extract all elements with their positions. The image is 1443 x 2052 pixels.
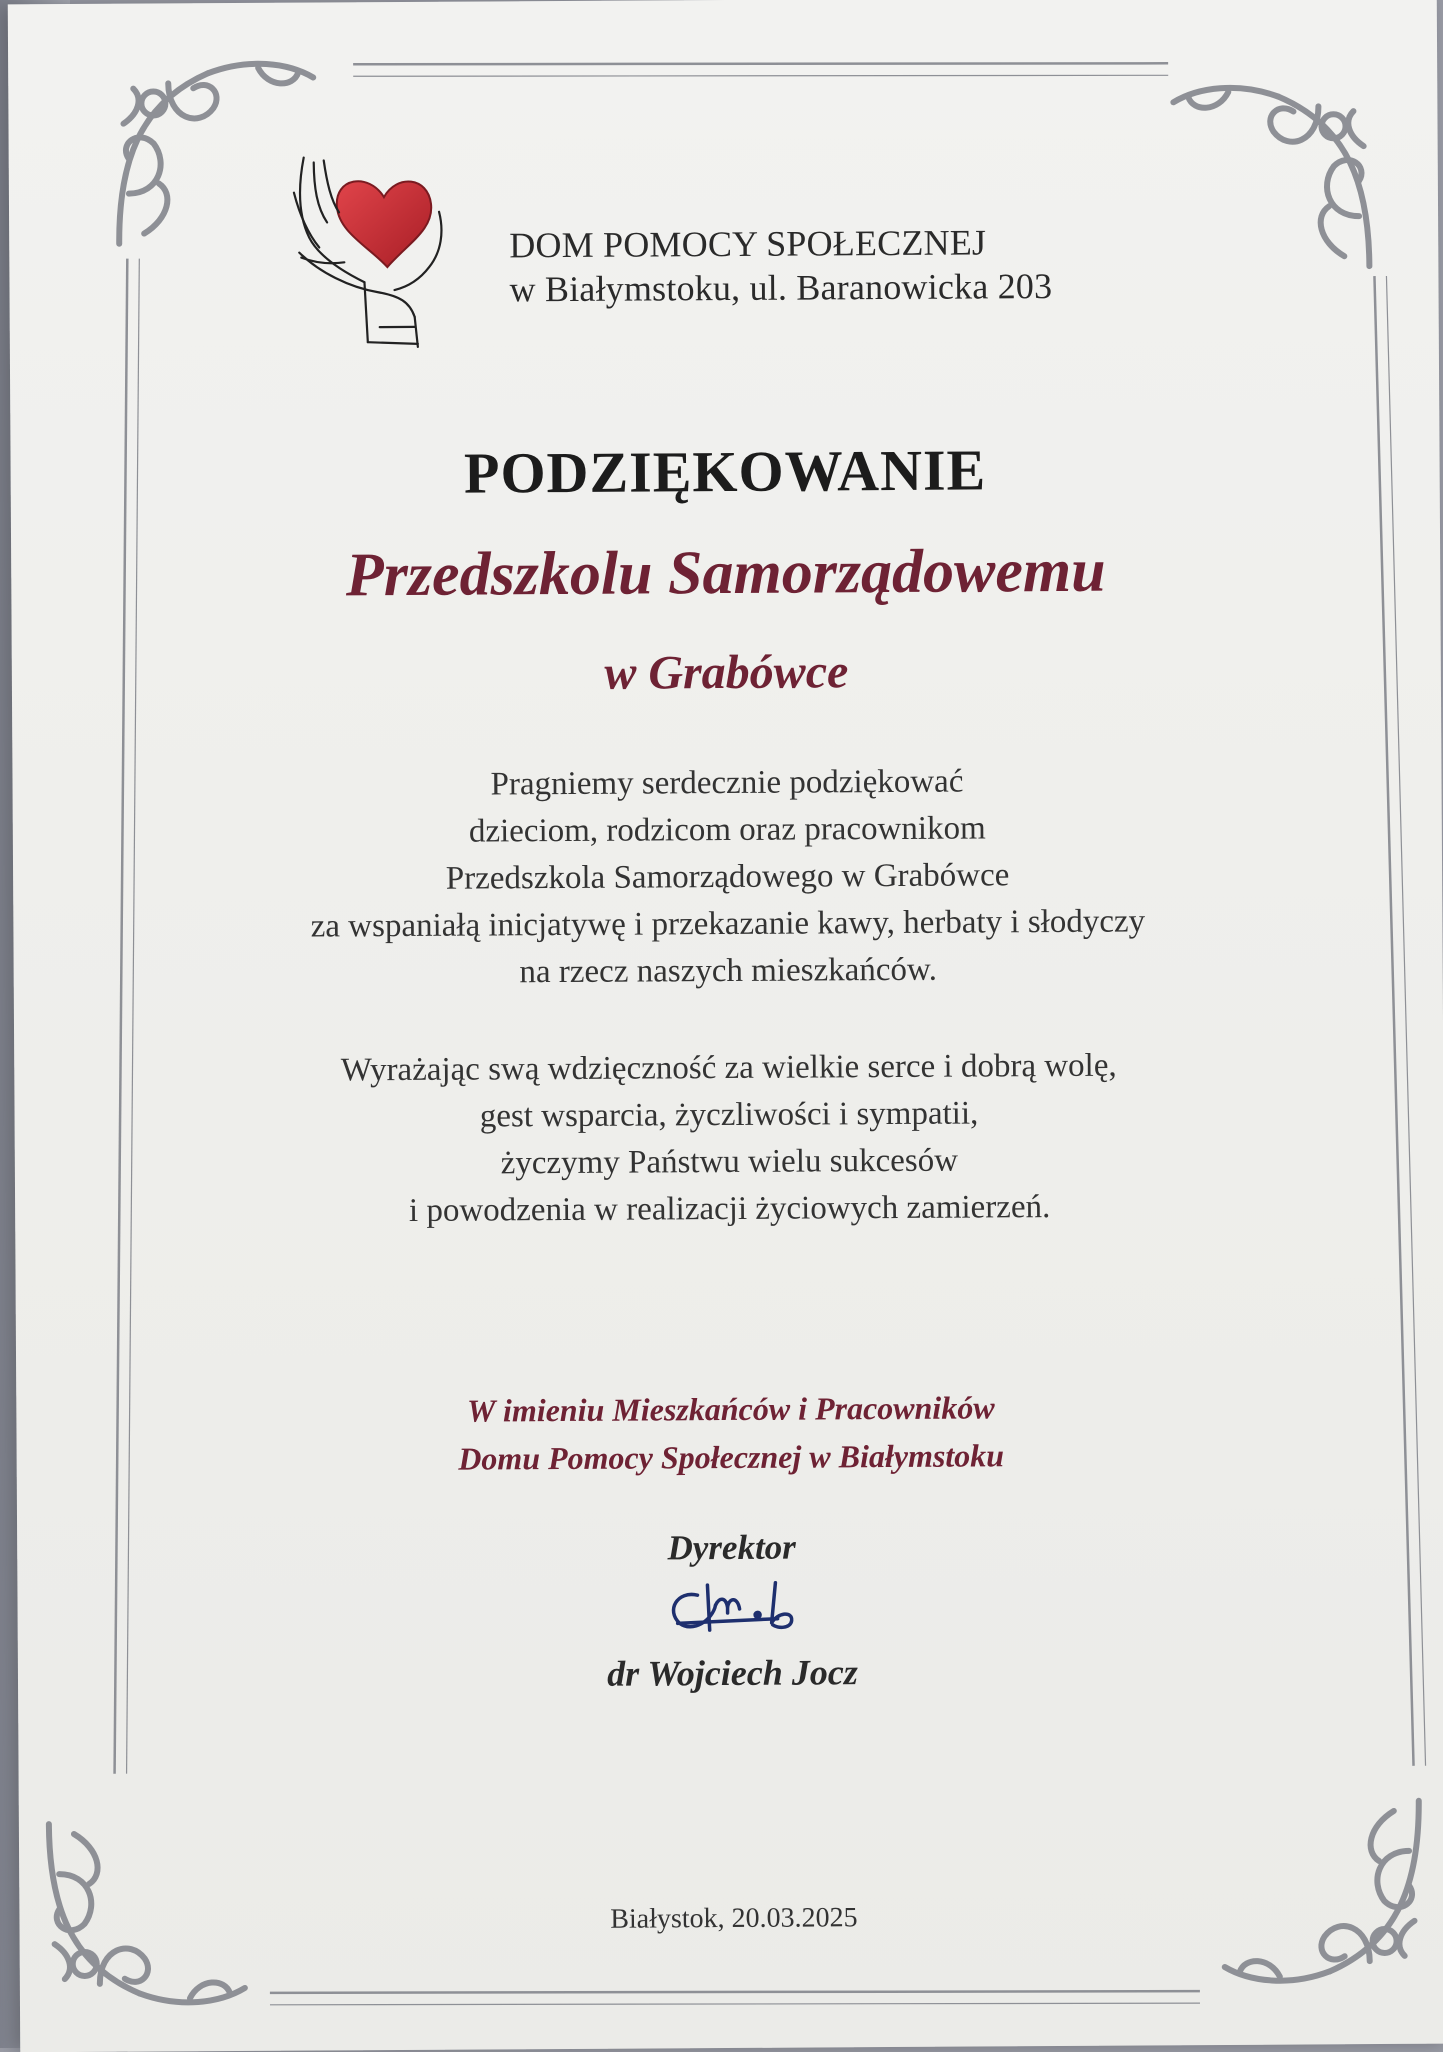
organization-header bbox=[509, 219, 1210, 311]
organization-name: DOM POMOCY SPOŁECZNEJ bbox=[509, 222, 987, 266]
signer-name: dr Wojciech Jocz bbox=[607, 1652, 858, 1694]
thanks-paragraph bbox=[12, 756, 1442, 1000]
signature-mark bbox=[657, 1574, 817, 1645]
document-title: PODZIĘKOWANIE bbox=[463, 437, 987, 506]
certificate-sheet bbox=[8, 0, 1443, 2052]
paragraph-line: za wspaniałą inicjatywę i przekazanie kawy, herbaty i słodyczy bbox=[310, 903, 1146, 945]
corner-ornament-icon bbox=[1209, 1771, 1440, 2002]
place-and-date: Białystok, 20.03.2025 bbox=[610, 1902, 858, 1935]
hands-holding-heart-icon bbox=[289, 152, 460, 353]
on-behalf-statement bbox=[16, 1381, 1443, 1486]
recipient-name: Przedszkolu Samorządowemu bbox=[345, 536, 1106, 610]
paragraph-line: Wyrażając swą wdzięczność za wielkie serce i dobrą wolę, bbox=[340, 1047, 1117, 1089]
paragraph-line: dzieciom, rodzicom oraz pracownikom bbox=[468, 810, 986, 850]
paragraph-line: życzymy Państwu wielu sukcesów bbox=[500, 1142, 959, 1182]
on-behalf-line: Domu Pomocy Społecznej w Białymstoku bbox=[458, 1437, 1005, 1477]
paragraph-line: Pragniemy serdecznie podziękować bbox=[490, 763, 964, 803]
on-behalf-line: W imieniu Mieszkańców i Pracowników bbox=[466, 1389, 995, 1429]
paragraph-line: Przedszkola Samorządowego w Grabówce bbox=[445, 857, 1010, 897]
paragraph-line: na rzecz naszych mieszkańców. bbox=[519, 951, 938, 991]
wishes-paragraph bbox=[14, 1041, 1443, 1238]
recipient-location: w Grabówce bbox=[604, 645, 849, 700]
paragraph-line: gest wsparcia, życzliwości i sympatii, bbox=[479, 1095, 979, 1135]
signer-role: Dyrektor bbox=[667, 1527, 796, 1568]
paragraph-line: i powodzenia w realizacji życiowych zamierzeń. bbox=[408, 1189, 1051, 1229]
organization-address: w Białymstoku, ul. Baranowicka 203 bbox=[509, 266, 1053, 310]
